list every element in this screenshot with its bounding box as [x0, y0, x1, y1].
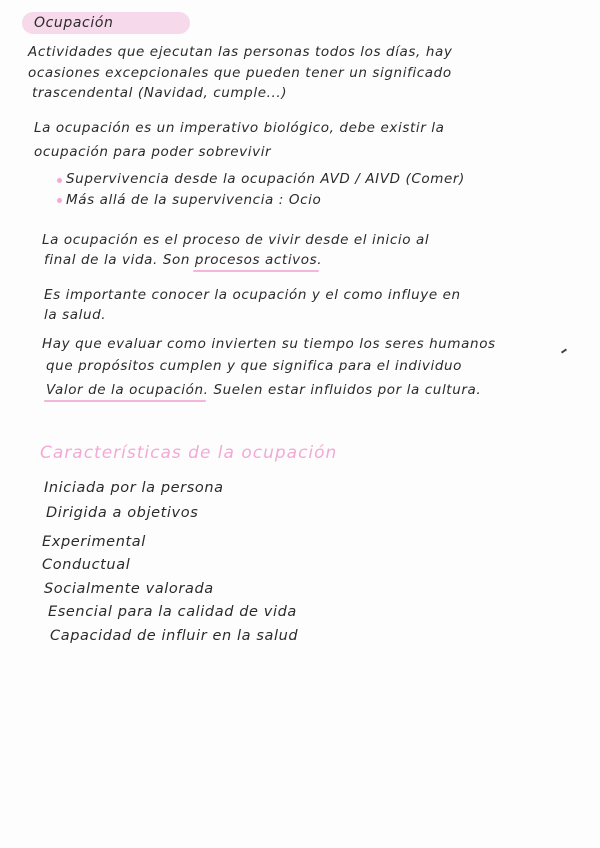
- characteristic-item: Esencial para la calidad de vida: [48, 604, 297, 620]
- time-line-1: Hay que evaluar como invierten su tiempo los seres humanos: [42, 336, 496, 352]
- page-title: Ocupación: [34, 15, 114, 31]
- characteristic-item: Capacidad de influir en la salud: [50, 628, 299, 644]
- highlighted-phrase: procesos activos: [194, 252, 318, 268]
- intro-line-3: trascendental (Navidad, cumple...): [32, 85, 288, 101]
- time-line-2: que propósitos cumplen y que significa para el individuo: [46, 358, 463, 374]
- highlighted-phrase: Valor de la ocupación: [46, 382, 204, 398]
- characteristic-item: Iniciada por la persona: [44, 480, 224, 496]
- characteristic-item: Dirigida a objetivos: [46, 505, 199, 521]
- intro-line-2: ocasiones excepcionales que pueden tener un significado: [28, 65, 452, 81]
- characteristic-item: Socialmente valorada: [44, 581, 214, 597]
- accent-mark: [561, 348, 567, 353]
- characteristic-item: Experimental: [42, 534, 146, 550]
- time-line-3: [46, 382, 481, 398]
- process-punct: .: [317, 252, 323, 268]
- process-text: final de la vida. Son: [44, 252, 195, 268]
- process-line-2: [44, 252, 322, 268]
- bullet-dot: [57, 178, 62, 183]
- imperative-line-2: ocupación para poder sobrevivir: [34, 144, 272, 160]
- time-text: . Suelen estar influidos por la cultura.: [203, 382, 482, 398]
- intro-line-1: Actividades que ejecutan las personas todos los días, hay: [28, 44, 453, 60]
- characteristic-item: Conductual: [42, 557, 131, 573]
- imperative-line-1: La ocupación es un imperativo biológico, debe existir la: [34, 120, 445, 136]
- health-line-2: la salud.: [44, 307, 107, 323]
- bullet-item-2: Más allá de la supervivencia : Ocio: [66, 192, 322, 208]
- characteristics-heading: Características de la ocupación: [40, 443, 338, 463]
- bullet-dot: [57, 198, 62, 203]
- process-line-1: La ocupación es el proceso de vivir desde el inicio al: [42, 232, 430, 248]
- health-line-1: Es importante conocer la ocupación y el como influye en: [44, 287, 461, 303]
- bullet-item-1: Supervivencia desde la ocupación AVD / AIVD (Comer): [66, 171, 465, 187]
